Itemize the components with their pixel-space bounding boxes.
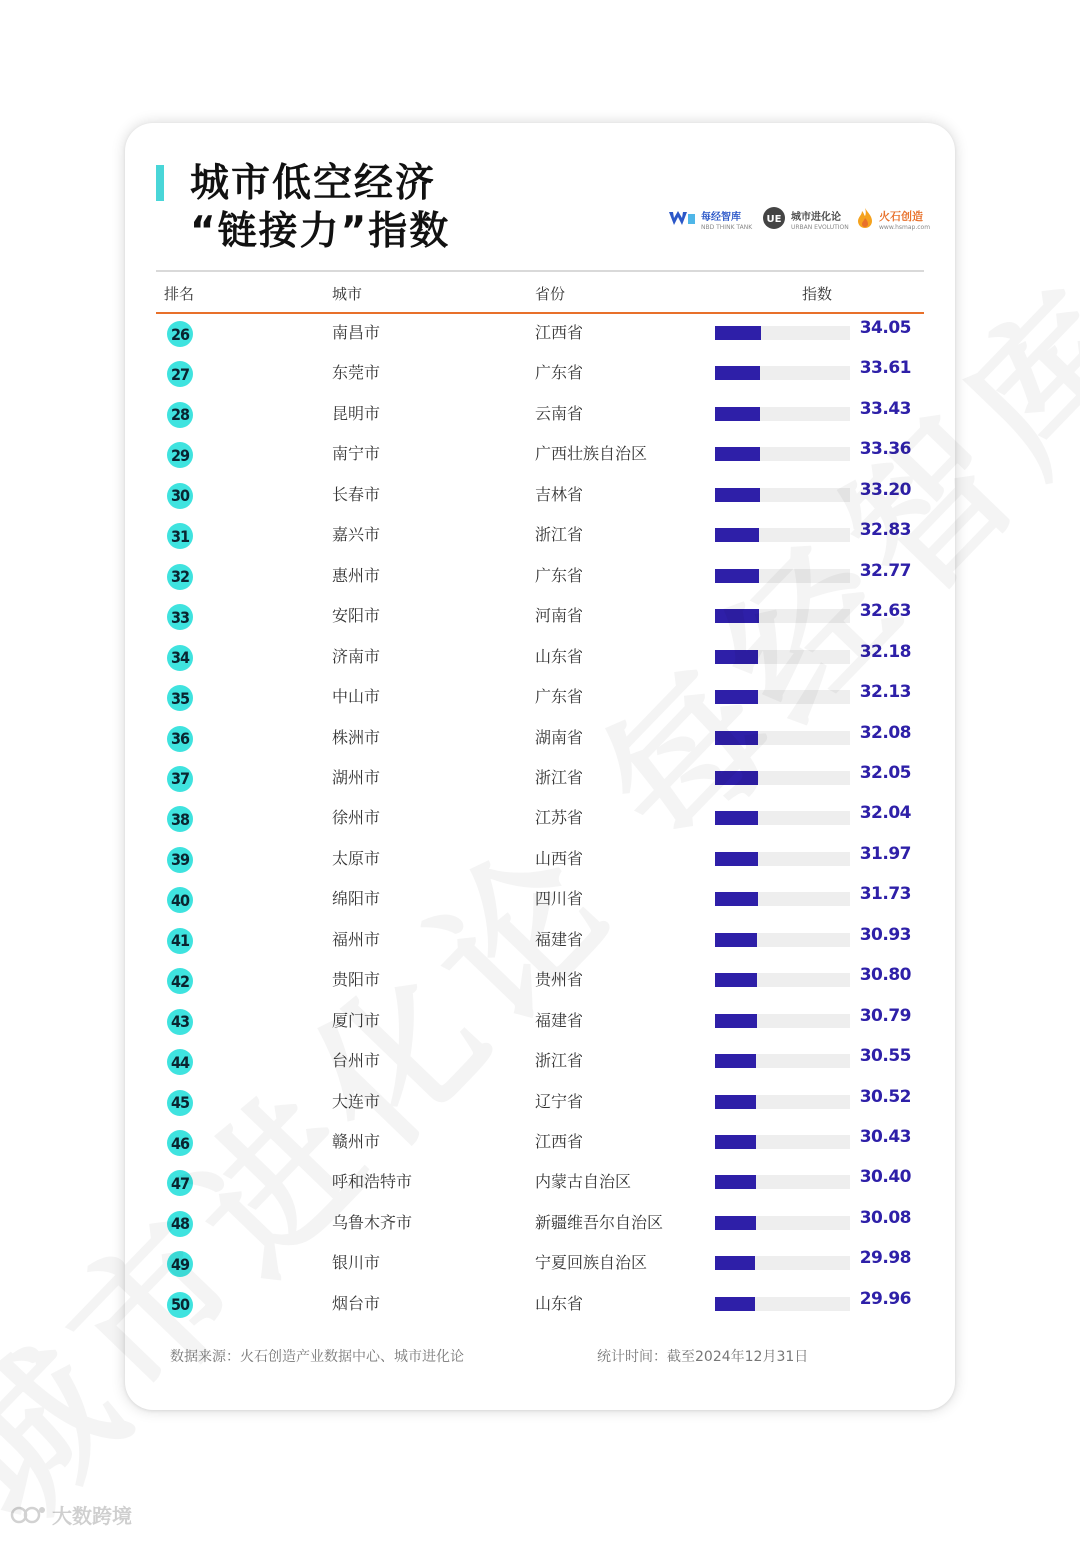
index-bar-track [715,811,850,825]
city-name: 济南市 [332,646,381,666]
urban-evolution-logo [762,205,849,231]
city-name: 嘉兴市 [332,525,381,545]
index-bar [715,892,758,906]
rank-badge: 40 [167,887,193,913]
city-name: 厦门市 [332,1010,381,1030]
city-name: 南昌市 [332,323,381,342]
logo-name-nbd: 每经智库 [701,212,741,223]
table-row [0,797,1080,837]
index-bar-track [715,1216,850,1230]
rank-badge: 43 [167,1009,193,1035]
index-bar [715,609,759,623]
index-value: 32.13 [859,682,911,703]
table-row [0,676,1080,716]
rank-badge: 38 [167,806,193,832]
rank-badge: 35 [167,685,193,711]
rank-badge: 39 [167,847,193,873]
title-line-2: “链接力”指数 [190,209,451,254]
city-name: 徐州市 [332,808,381,828]
index-bar-track [715,326,850,340]
rank-badge: 50 [167,1292,193,1318]
index-bar-track [715,1175,850,1189]
index-bar-track [715,447,850,461]
column-header-index: 指数 [802,285,833,303]
table-row [0,555,1080,595]
province-name: 福建省 [535,929,584,949]
table-row [0,757,1080,797]
table-row [0,717,1080,757]
svg-text:UE: UE [766,214,782,225]
index-bar [715,1054,756,1068]
rank-badge: 48 [167,1211,193,1237]
index-bar-track [715,1297,850,1311]
statistics-date-note: 统计时间：截至2024年12月31日 [597,1349,809,1365]
city-name: 乌鲁木齐市 [332,1212,413,1232]
index-bar [715,326,761,340]
logo-sub-hsmap: www.hsmap.com [879,224,931,231]
table-row [0,1202,1080,1242]
index-bar [715,447,760,461]
hsmap-logo [856,205,930,231]
table-row [0,1040,1080,1080]
rank-badge: 27 [167,361,193,387]
province-name: 江西省 [535,323,584,342]
index-bar-track [715,650,850,664]
table-top-rule [156,270,924,272]
page-title [190,160,450,256]
city-name: 安阳市 [332,606,381,626]
rank-badge: 26 [167,321,193,347]
index-value: 30.43 [859,1127,911,1147]
table-row [0,1121,1080,1161]
index-value: 32.63 [859,601,911,622]
rank-badge: 47 [167,1170,193,1196]
rank-badge: 42 [167,968,193,994]
table-row [0,514,1080,554]
city-name: 长春市 [332,484,381,504]
logo-name-ue: 城市进化论 [791,212,841,223]
table-row [0,838,1080,878]
index-bar [715,407,760,421]
index-value: 33.20 [859,479,911,500]
province-name: 广东省 [535,687,584,707]
province-name: 四川省 [535,889,584,909]
index-value: 32.08 [859,722,911,743]
flame-icon [856,207,874,229]
index-bar-track [715,366,850,380]
index-bar [715,1297,755,1311]
table-row [0,1161,1080,1201]
column-header-province: 省份 [535,285,566,303]
index-bar-track [715,771,850,785]
city-name: 台州市 [332,1051,381,1071]
index-bar-track [715,407,850,421]
rank-badge: 29 [167,442,193,468]
index-bar [715,528,759,542]
table-row [0,1283,1080,1323]
city-name: 东莞市 [332,363,381,383]
index-bar [715,690,758,704]
table-row [0,474,1080,514]
index-bar-track [715,569,850,583]
rank-badge: 37 [167,766,193,792]
city-name: 株洲市 [332,727,381,747]
rank-badge: 41 [167,928,193,954]
index-bar-track [715,973,850,987]
table-row [0,1242,1080,1282]
table-row [0,959,1080,999]
province-name: 山西省 [535,848,584,868]
index-bar [715,771,758,785]
index-bar [715,1175,756,1189]
province-name: 内蒙古自治区 [535,1172,632,1192]
index-bar [715,973,757,987]
index-bar-track [715,488,850,502]
brand-mark-icon [10,1504,48,1526]
city-name: 贵阳市 [332,970,381,990]
province-name: 浙江省 [535,525,584,545]
rank-badge: 49 [167,1251,193,1277]
ue-logo-icon [762,206,786,230]
table-row [0,352,1080,392]
index-bar [715,1095,756,1109]
city-name: 大连市 [332,1091,381,1111]
index-bar-track [715,690,850,704]
rank-badge: 28 [167,402,193,428]
index-value: 30.08 [859,1207,911,1228]
city-name: 昆明市 [332,403,381,423]
index-value: 30.79 [859,1005,911,1026]
title-line-1: 城市低空经济 [190,161,437,206]
rank-badge: 31 [167,523,193,549]
province-name: 山东省 [535,1293,584,1313]
rank-badge: 45 [167,1090,193,1116]
index-bar-track [715,1014,850,1028]
rank-badge: 32 [167,564,193,590]
table-row [0,878,1080,918]
province-name: 江西省 [535,1132,584,1151]
rank-badge: 44 [167,1049,193,1075]
rank-badge: 30 [167,483,193,509]
city-name: 中山市 [332,687,381,707]
city-name: 赣州市 [332,1132,381,1151]
table-row [0,1081,1080,1121]
province-name: 湖南省 [535,727,584,747]
city-name: 太原市 [332,848,381,868]
index-value: 32.83 [859,520,911,541]
title-accent-bar [156,165,164,201]
corner-brand [10,1500,132,1529]
index-bar-track [715,1135,850,1149]
index-bar-track [715,1054,850,1068]
nbd-logo-icon [668,208,696,228]
index-bar-track [715,1256,850,1270]
table-row [0,393,1080,433]
province-name: 宁夏回族自治区 [535,1253,648,1273]
index-bar-track [715,731,850,745]
index-bar [715,811,758,825]
column-header-rank: 排名 [164,285,195,303]
index-value: 29.96 [859,1288,911,1309]
table-row [0,312,1080,352]
data-source-note: 数据来源：火石创造产业数据中心、城市进化论 [170,1349,464,1365]
index-bar [715,366,760,380]
province-name: 浙江省 [535,767,584,787]
index-bar [715,1216,756,1230]
nbd-think-tank-logo [668,205,752,231]
index-bar-track [715,892,850,906]
city-name: 银川市 [332,1253,381,1273]
index-value: 30.55 [859,1046,911,1067]
index-value: 29.98 [859,1248,911,1269]
logo-sub-nbd: NBD THINK TANK [701,224,753,231]
table-row [0,433,1080,473]
table-row [0,595,1080,635]
index-value: 30.52 [859,1086,911,1107]
rank-badge: 36 [167,726,193,752]
logo-name-hsmap: 火石创造 [879,210,923,223]
city-name: 南宁市 [332,444,381,464]
index-bar [715,488,760,502]
index-value: 32.05 [859,762,911,783]
index-bar [715,1256,755,1270]
province-name: 山东省 [535,646,584,666]
index-value: 30.80 [859,965,911,986]
index-bar-track [715,933,850,947]
province-name: 福建省 [535,1010,584,1030]
logo-sub-ue: URBAN EVOLUTION [791,224,849,231]
table-row [0,919,1080,959]
rank-badge: 33 [167,604,193,630]
index-value: 30.93 [859,924,911,945]
index-bar-track [715,528,850,542]
index-value: 33.43 [859,398,911,419]
table-row [0,636,1080,676]
province-name: 贵州省 [535,970,584,990]
province-name: 河南省 [535,606,584,626]
index-bar [715,852,758,866]
index-value: 33.36 [859,439,911,460]
rank-badge: 34 [167,645,193,671]
province-name: 广东省 [535,363,584,383]
column-header-city: 城市 [332,285,363,303]
province-name: 广东省 [535,565,584,585]
city-name: 呼和浩特市 [332,1172,413,1192]
index-bar [715,650,758,664]
city-name: 惠州市 [332,565,381,585]
index-bar-track [715,1095,850,1109]
index-value: 32.77 [859,560,911,581]
index-bar [715,1135,756,1149]
index-value: 33.61 [859,358,911,379]
province-name: 辽宁省 [535,1091,584,1111]
index-bar-track [715,852,850,866]
province-name: 广西壮族自治区 [535,444,648,464]
city-name: 绵阳市 [332,889,381,909]
rank-badge: 46 [167,1130,193,1156]
index-bar [715,1014,757,1028]
index-bar [715,933,757,947]
city-name: 福州市 [332,929,381,949]
index-value: 32.04 [859,803,911,824]
index-bar-track [715,609,850,623]
corner-brand-text: 大数跨境 [52,1504,132,1528]
index-value: 34.05 [859,318,911,338]
province-name: 江苏省 [535,808,584,828]
index-value: 31.97 [859,843,911,864]
index-value: 32.18 [859,641,911,662]
index-bar [715,569,759,583]
index-value: 30.40 [859,1167,911,1188]
province-name: 吉林省 [535,484,584,504]
index-bar [715,731,758,745]
city-name: 湖州市 [332,767,381,787]
province-name: 云南省 [535,403,584,423]
city-name: 烟台市 [332,1293,381,1313]
province-name: 浙江省 [535,1051,584,1071]
table-row [0,1000,1080,1040]
index-value: 31.73 [859,884,911,905]
province-name: 新疆维吾尔自治区 [535,1212,664,1232]
